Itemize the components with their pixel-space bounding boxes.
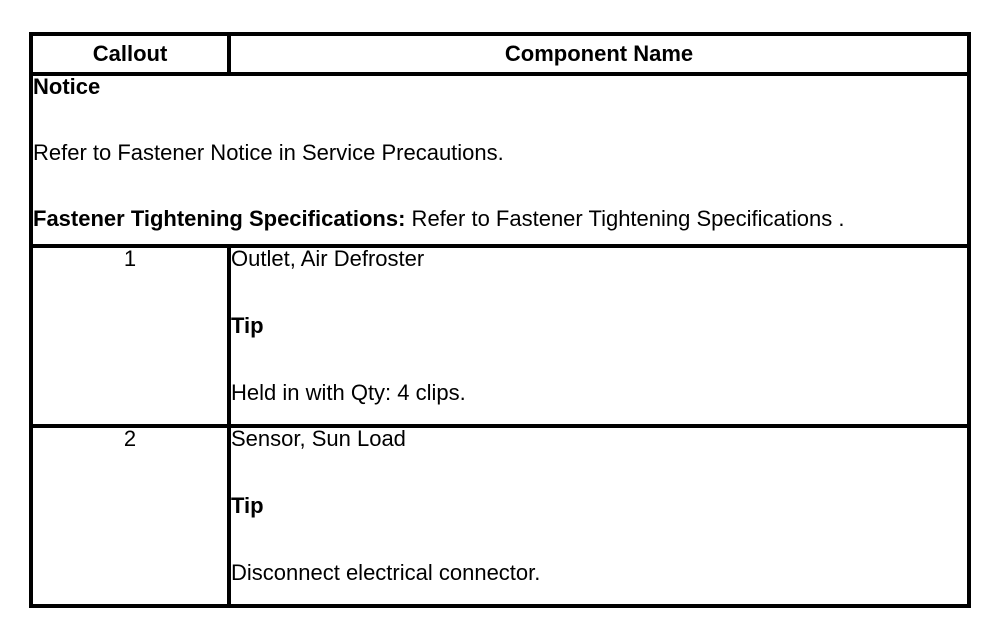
component-name-column-header: Component Name	[229, 34, 969, 74]
tip-label: Tip	[231, 493, 264, 518]
component-name: Outlet, Air Defroster	[231, 246, 425, 271]
fastener-spec-text: Refer to Fastener Tightening Specifications .	[405, 206, 845, 231]
table-row	[31, 246, 969, 426]
callout-number: 2	[31, 426, 229, 606]
notice-heading: Notice	[33, 74, 101, 99]
tip-text: Disconnect electrical connector.	[231, 560, 541, 585]
tip-label: Tip	[231, 313, 264, 338]
callout-number: 1	[31, 246, 229, 426]
fastener-spec-label: Fastener Tightening Specifications:	[33, 206, 406, 231]
notice-text: Refer to Fastener Notice in Service Precautions.	[33, 140, 504, 165]
header-row	[31, 34, 969, 74]
notice-cell	[31, 74, 969, 246]
callout-table	[29, 32, 971, 608]
component-cell	[229, 246, 969, 426]
fastener-spec-line	[33, 208, 967, 232]
component-cell	[229, 426, 969, 606]
table-row	[31, 426, 969, 606]
component-name: Sensor, Sun Load	[231, 426, 406, 451]
notice-row	[31, 74, 969, 246]
callout-column-header: Callout	[31, 34, 229, 74]
tip-text: Held in with Qty: 4 clips.	[231, 380, 466, 405]
